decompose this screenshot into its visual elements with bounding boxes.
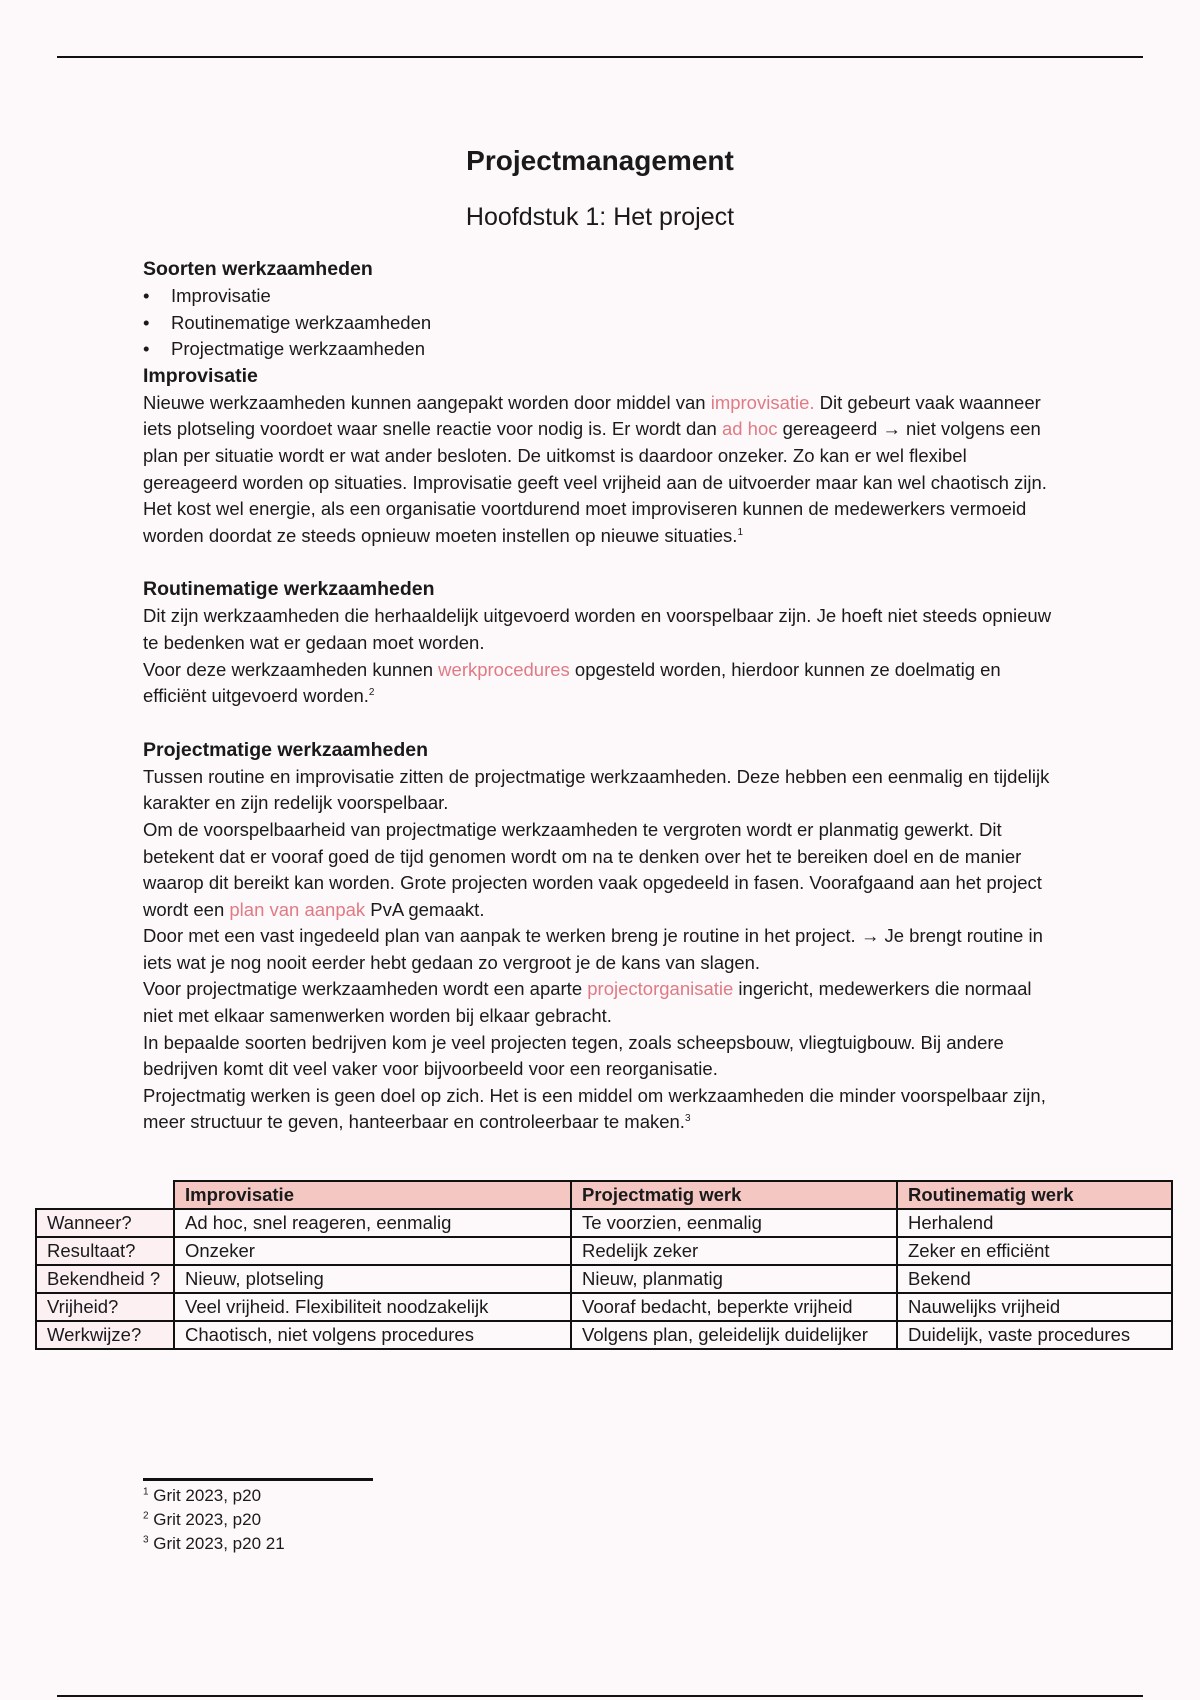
document-body — [143, 256, 1063, 1136]
table-cell: Nieuw, planmatig — [571, 1265, 897, 1293]
table-cell: Duidelijk, vaste procedures — [897, 1321, 1172, 1349]
routine-paragraph — [143, 657, 1063, 710]
types-list-item: • Projectmatige werkzaamheden — [143, 336, 1063, 363]
table-cell: Bekend — [897, 1265, 1172, 1293]
project-paragraph — [143, 817, 1063, 923]
footnote-text: Grit 2023, p20 21 — [153, 1534, 285, 1553]
spacer — [143, 549, 1063, 576]
page-bottom-rule — [57, 1695, 1143, 1697]
project-paragraph — [143, 1083, 1063, 1136]
table-cell: Nauwelijks vrijheid — [897, 1293, 1172, 1321]
footnote-number: 3 — [143, 1534, 149, 1546]
table-cell: Zeker en efficiënt — [897, 1237, 1172, 1265]
footnote-ref[interactable]: 2 — [368, 686, 375, 698]
project-paragraph: Door met een vast ingedeeld plan van aanpak te werken breng je routine in het project. → Je brengt routine in iets wat je nog nooit eerder hebt gedaan zo vergroot je de kans van slagen. — [143, 925, 1043, 973]
footnote-number: 2 — [143, 1510, 149, 1522]
project-paragraph: Tussen routine en improvisatie zitten de projectmatige werkzaamheden. Deze hebben een eenmalig en tijdelijk karakter en zijn redelijk voorspelbaar. — [143, 765, 1050, 814]
text-run: Dit gebeurt vaak waanneer iets plotseling voordoet waar snelle reactie voor nodig is. Er wordt dan — [143, 391, 1041, 440]
project-heading: Projectmatige werkzaamheden — [143, 738, 429, 761]
types-list-item: • Improvisatie — [143, 283, 1063, 310]
section-types — [143, 256, 1063, 363]
highlighted-term: werkprocedures — [438, 658, 570, 680]
table-cell: Veel vrijheid. Flexibiliteit noodzakelijk — [174, 1293, 571, 1321]
section-project — [143, 737, 1063, 1136]
table-row-label: Werkwijze? — [36, 1321, 174, 1349]
spacer — [143, 710, 1063, 737]
table-cell: Volgens plan, geleidelijk duidelijker — [571, 1321, 897, 1349]
comparison-table — [35, 1180, 1173, 1350]
highlighted-term: plan van aanpak — [229, 898, 366, 920]
table-header-row — [36, 1181, 1172, 1209]
section-improvisatie — [143, 363, 1063, 550]
improvisatie-paragraph — [143, 390, 1063, 550]
highlighted-term: ad hoc — [721, 418, 778, 440]
types-list — [143, 283, 1063, 363]
table-cell: Herhalend — [897, 1209, 1172, 1237]
footnote — [143, 1508, 285, 1532]
text-run: Nieuwe werkzaamheden kunnen aangepakt worden door middel van — [143, 391, 711, 413]
text-run: gereageerd → niet volgens een plan per situatie wordt er wat ander besloten. De uitkomst is daardoor onzeker. Zo kan er wel flexibel gereageerd worden op situaties. Improvisatie geeft veel vrijheid aan de uitvoerder maar kan wel chaotisch zijn. Het kost wel energie, als een organisatie voortdurend moet improviseren kunnen de medewerkers vermoeid worden doordat ze steeds opnieuw moeten instellen op nieuwe situaties. — [143, 418, 1047, 546]
table-column-header: Routinematig werk — [897, 1181, 1172, 1209]
types-list-item: • Routinematige werkzaamheden — [143, 310, 1063, 337]
table-row-label: Bekendheid ? — [36, 1265, 174, 1293]
table-row — [36, 1237, 1172, 1265]
page-top-rule — [57, 56, 1143, 58]
highlighted-term: improvisatie. — [710, 391, 815, 413]
chapter-subtitle: Hoofdstuk 1: Het project — [465, 203, 735, 231]
footnote-text: Grit 2023, p20 — [153, 1486, 262, 1505]
text-run: Voor deze werkzaamheden kunnen — [143, 658, 439, 680]
footnote-text: Grit 2023, p20 — [153, 1510, 262, 1529]
footnotes — [143, 1484, 285, 1556]
footnote-ref[interactable]: 1 — [737, 526, 743, 538]
routine-paragraph: Dit zijn werkzaamheden die herhaaldelijk uitgevoerd worden en voorspelbaar zijn. Je hoeft niet steeds opnieuw te bedenken wat er gedaan moet worden. — [143, 605, 1052, 653]
table-cell: Chaotisch, niet volgens procedures — [174, 1321, 571, 1349]
types-heading: Soorten werkzaamheden — [143, 258, 373, 280]
project-paragraph: In bepaalde soorten bedrijven kom je veel projecten tegen, zoals scheepsbouw, vliegtuigbouw. Bij andere bedrijven komt dit veel vaker voor bijvoorbeeld voor een reorganisatie. — [143, 1031, 1004, 1080]
footnote — [143, 1484, 285, 1508]
table-cell: Ad hoc, snel reageren, eenmalig — [174, 1209, 571, 1237]
table-cell: Vooraf bedacht, beperkte vrijheid — [571, 1293, 897, 1321]
footnote-ref[interactable]: 3 — [684, 1113, 691, 1125]
table-cell: Nieuw, plotseling — [174, 1265, 571, 1293]
table-cell: Redelijk zeker — [571, 1237, 897, 1265]
table-row-label: Resultaat? — [36, 1237, 174, 1265]
text-run: Voor projectmatige werkzaamheden wordt een aparte — [143, 978, 588, 1000]
table-row — [36, 1265, 1172, 1293]
table-corner-cell — [36, 1181, 174, 1209]
table-row — [36, 1293, 1172, 1321]
improvisatie-heading: Improvisatie — [143, 364, 258, 387]
text-run: PvA gemaakt. — [365, 898, 485, 920]
table-row — [36, 1321, 1172, 1349]
text-run: ingericht, medewerkers die normaal niet met elkaar samenwerken worden bij elkaar gebracht. — [143, 978, 1032, 1027]
document-title: Projectmanagement — [466, 145, 734, 176]
text-run: Om de voorspelbaarheid van projectmatige werkzaamheden te vergroten wordt er planmatig gewerkt. Dit betekent dat er vooraf goed de tijd genomen wordt om na te denken over het te bereiken doel en de manier waarop dit bereikt kan worden. Grote projecten worden vaak opgedeeld in fasen. Voorafgaand aan het project wordt een — [143, 818, 1042, 920]
table-row-label: Wanneer? — [36, 1209, 174, 1237]
table-column-header: Projectmatig werk — [571, 1181, 897, 1209]
text-run: Projectmatig werken is geen doel op zich. Het is een middel om werkzaamheden die minder voorspelbaar zijn, meer structuur te geven, hanteerbaar en controleerbaar te maken. — [143, 1084, 1046, 1133]
section-routine — [143, 576, 1063, 709]
table-cell: Te voorzien, eenmalig — [571, 1209, 897, 1237]
table-row-label: Vrijheid? — [36, 1293, 174, 1321]
table-column-header: Improvisatie — [174, 1181, 571, 1209]
highlighted-term: projectorganisatie — [587, 978, 734, 1000]
table-cell: Onzeker — [174, 1237, 571, 1265]
table-row — [36, 1209, 1172, 1237]
project-paragraph — [143, 976, 1063, 1029]
footnote-number: 1 — [143, 1486, 149, 1498]
routine-heading: Routinematige werkzaamheden — [143, 578, 435, 601]
footnote — [143, 1532, 285, 1556]
footnote-separator — [143, 1478, 373, 1481]
text-run: opgesteld worden, hierdoor kunnen ze doelmatig en efficiënt uitgevoerd worden. — [143, 658, 1001, 707]
